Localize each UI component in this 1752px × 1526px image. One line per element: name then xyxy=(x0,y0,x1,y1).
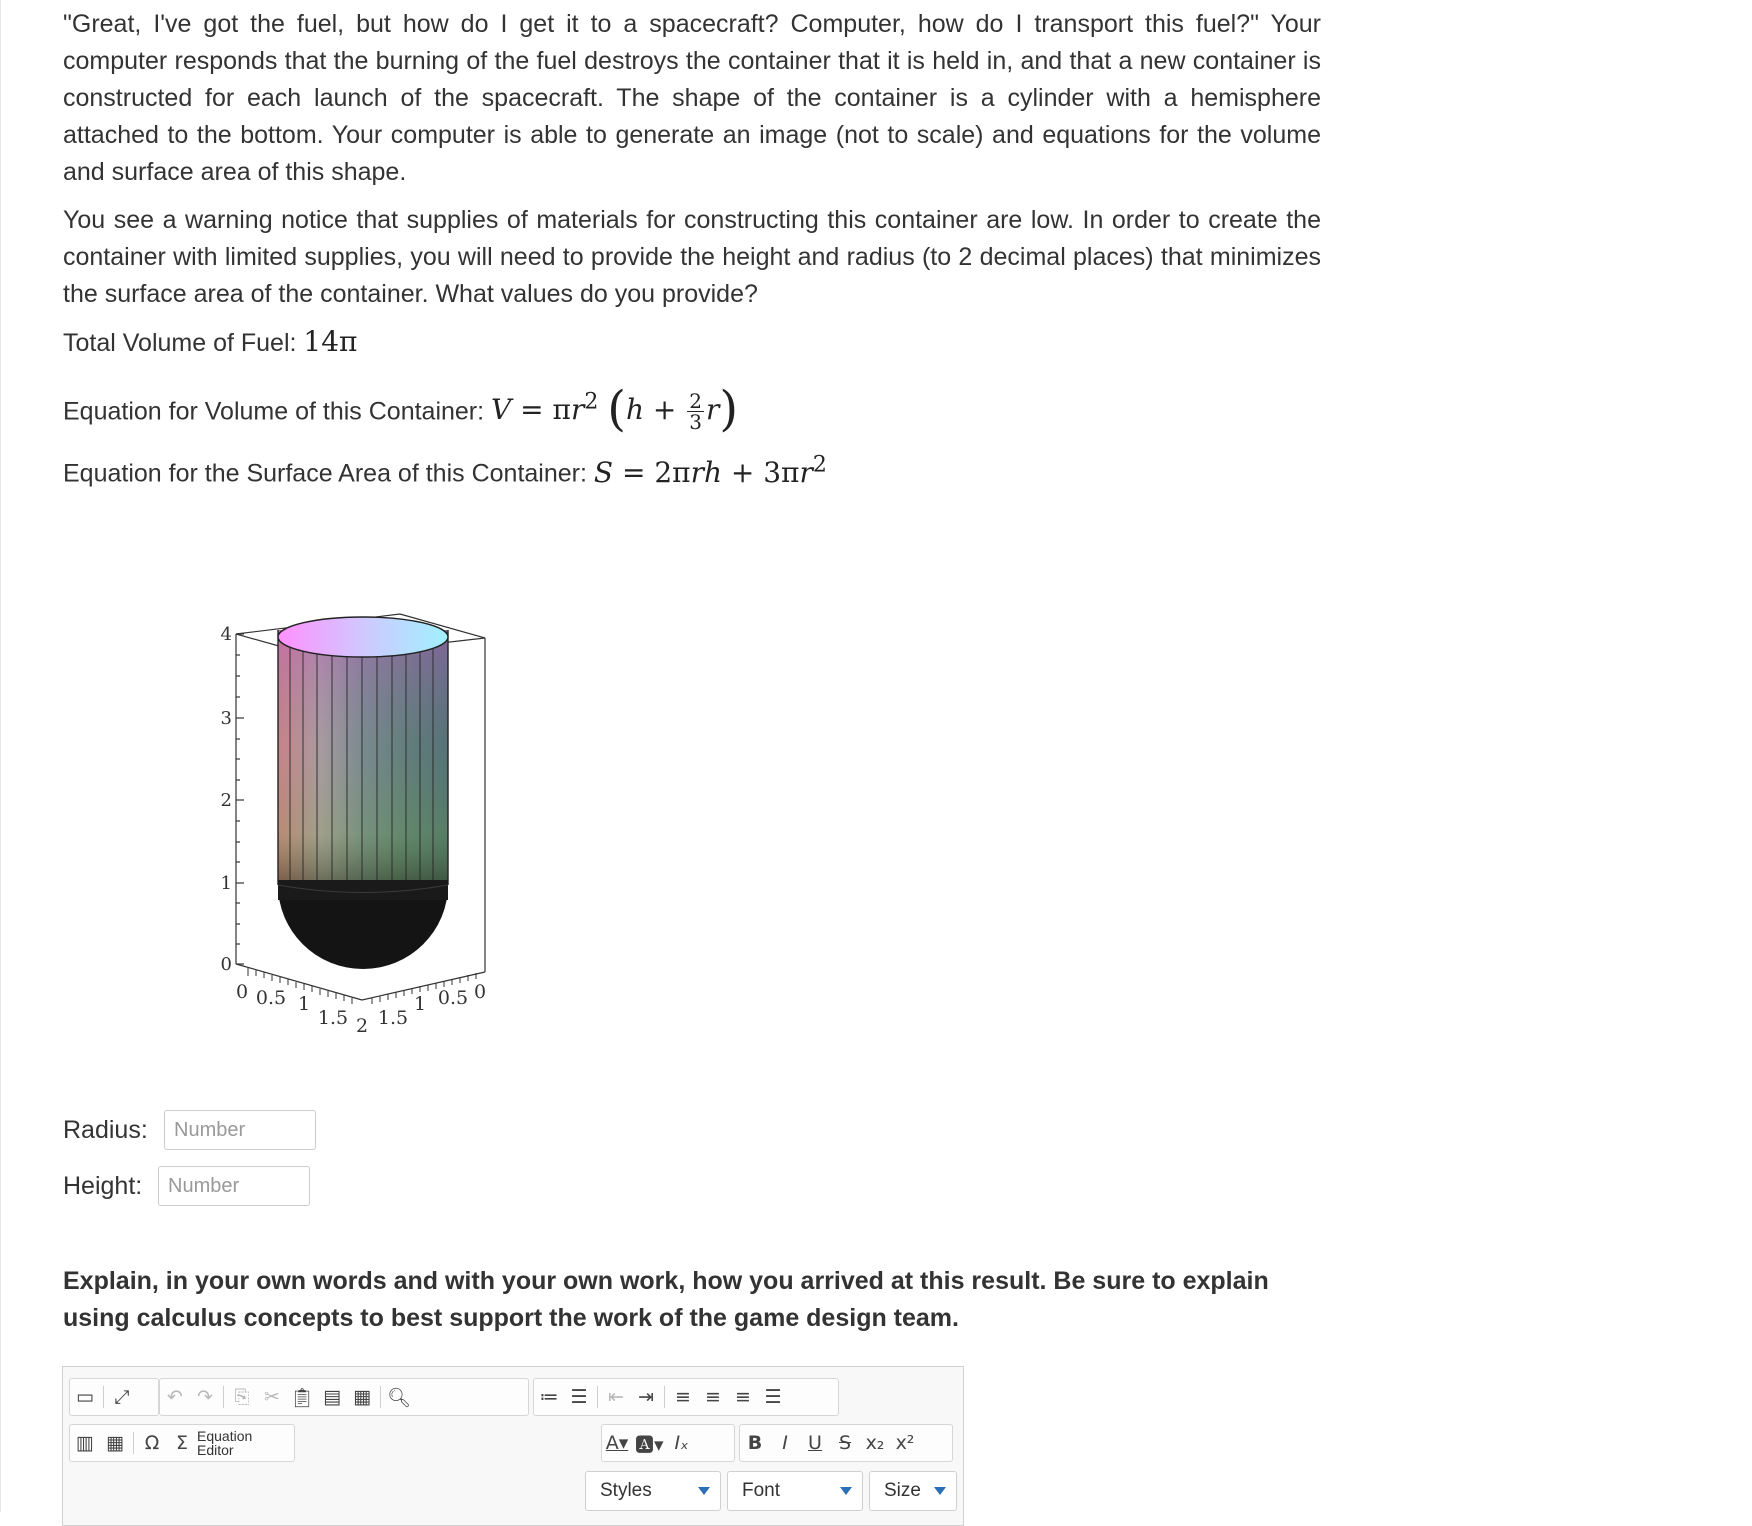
floor-ticks xyxy=(248,968,476,1004)
toolbar-group-clipboard xyxy=(159,1378,529,1416)
paste-icon[interactable]: 📋︎ xyxy=(290,1386,315,1409)
styles-dropdown-label: Styles xyxy=(600,1480,652,1501)
background-color-icon[interactable]: 🅰︎▾ xyxy=(635,1433,664,1456)
x-tick-label: 1 xyxy=(297,993,311,1015)
maximize-icon[interactable]: ⤢ xyxy=(114,1386,130,1408)
size-dropdown[interactable] xyxy=(869,1471,957,1511)
problem-content xyxy=(63,0,1321,493)
size-dropdown-label: Size xyxy=(884,1480,921,1501)
toolbar-group-colors xyxy=(601,1424,735,1462)
fuel-volume-label: Total Volume of Fuel: xyxy=(63,329,297,357)
toolbar-separator xyxy=(664,1386,665,1408)
chevron-down-icon xyxy=(934,1487,946,1495)
floor-tick-labels xyxy=(236,981,486,1037)
radius-input[interactable] xyxy=(164,1110,316,1150)
redo-icon[interactable]: ↷ xyxy=(197,1386,213,1408)
toolbar-separator xyxy=(380,1386,381,1408)
z-axis xyxy=(236,634,244,964)
z-tick-labels xyxy=(221,624,232,975)
y-tick-label: 0.5 xyxy=(437,987,469,1009)
cut-icon[interactable]: ✂ xyxy=(264,1386,280,1408)
rich-text-editor[interactable] xyxy=(62,1366,964,1526)
z-tick-label: 3 xyxy=(220,708,232,729)
align-right-icon[interactable]: ≡ xyxy=(735,1386,751,1408)
chevron-down-icon xyxy=(840,1487,852,1495)
align-left-icon[interactable]: ≡ xyxy=(675,1386,691,1408)
toolbar-separator xyxy=(103,1386,104,1408)
y-tick-label: 0 xyxy=(473,981,487,1003)
subscript-icon[interactable]: x₂ xyxy=(865,1432,885,1454)
source-icon[interactable]: ▭ xyxy=(76,1386,94,1408)
paste-text-icon[interactable]: ▤ xyxy=(323,1386,342,1408)
radius-label: Radius: xyxy=(63,1116,148,1144)
z-tick-label: 1 xyxy=(220,873,232,894)
undo-icon[interactable]: ↶ xyxy=(167,1386,183,1408)
table-icon[interactable]: ▦ xyxy=(106,1432,124,1454)
problem-paragraph-1: "Great, I've got the fuel, but how do I get it to a spacecraft? Computer, how do I transport this fuel?" Your computer responds that the burning of the fuel destroys the container that it is held in, and that a new container is constructed for each launch of the spacecraft. The shape of the container is a cylinder with a hemisphere attached to the bottom. Your computer is able to generate an image (not to scale) and equations for the volume and surface area of this shape. xyxy=(63,10,1321,186)
surface-equation-label: Equation for the Surface Area of this Container: xyxy=(63,459,587,488)
indent-icon[interactable]: ⇥ xyxy=(638,1386,654,1408)
x-tick-label: 1.5 xyxy=(317,1007,349,1029)
align-center-icon[interactable]: ≡ xyxy=(705,1386,721,1408)
equation-editor-button[interactable] xyxy=(197,1429,252,1457)
superscript-icon[interactable]: x² xyxy=(895,1432,915,1454)
find-icon[interactable]: 🔍︎ xyxy=(387,1386,412,1409)
toolbar-group-insert xyxy=(69,1424,295,1462)
text-color-icon[interactable]: A▾ xyxy=(605,1432,629,1454)
toolbar-group-view xyxy=(69,1378,159,1416)
paste-word-icon[interactable]: ▦ xyxy=(353,1386,372,1408)
z-tick-label: 0 xyxy=(220,954,232,975)
z-tick-label: 2 xyxy=(220,790,232,811)
numbered-list-icon[interactable]: ≔ xyxy=(539,1386,559,1408)
toolbar-separator xyxy=(223,1386,224,1408)
equation-editor-label-line1: Equation xyxy=(197,1428,253,1444)
volume-equation-label: Equation for Volume of this Container: xyxy=(63,397,485,426)
hemisphere-bottom xyxy=(278,880,448,969)
align-justify-icon[interactable]: ☰ xyxy=(764,1386,782,1408)
toolbar-separator xyxy=(597,1386,598,1408)
plot-bounding-box xyxy=(236,614,485,1000)
surface-equation: $S = 2\pi rh + 3\pi r^2$ xyxy=(593,452,827,489)
x-tick-label: 2 xyxy=(355,1015,369,1037)
outdent-icon[interactable]: ⇤ xyxy=(608,1386,624,1408)
cylinder-top xyxy=(278,617,448,657)
sigma-icon[interactable]: Σ xyxy=(175,1432,188,1454)
styles-dropdown[interactable] xyxy=(585,1471,721,1511)
chevron-down-icon xyxy=(698,1487,710,1495)
problem-paragraph-2: You see a warning notice that supplies of materials for constructing this container are low. In order to create the container with limited supplies, you will need to provide the height and radius (to 2 decimal places) that minimizes the surface area of the container. What values do you provide? xyxy=(63,206,1321,308)
bulleted-list-icon[interactable]: ☰ xyxy=(570,1386,588,1408)
copy-icon[interactable]: ⎘ xyxy=(234,1386,250,1408)
cylinder-body xyxy=(278,630,448,885)
underline-icon[interactable]: U xyxy=(808,1432,822,1454)
font-dropdown[interactable] xyxy=(727,1471,863,1511)
fuel-volume-value: 14π xyxy=(303,325,358,358)
font-dropdown-label: Font xyxy=(742,1480,781,1501)
toolbar-group-basic-styles xyxy=(739,1424,953,1462)
x-tick-label: 0.5 xyxy=(255,987,287,1009)
z-tick-label: 4 xyxy=(220,624,232,645)
strikethrough-icon[interactable]: S xyxy=(838,1432,852,1454)
page-left-border xyxy=(0,0,1,1512)
height-input[interactable] xyxy=(158,1166,310,1206)
italic-icon[interactable]: I xyxy=(782,1432,788,1454)
x-tick-label: 0 xyxy=(235,981,249,1003)
height-label: Height: xyxy=(63,1172,143,1200)
toolbar-separator xyxy=(133,1432,134,1454)
remove-format-icon[interactable]: Iₓ xyxy=(674,1432,689,1454)
bold-icon[interactable]: B xyxy=(747,1432,763,1454)
fuel-volume-line xyxy=(63,323,1321,362)
y-tick-label: 1 xyxy=(413,993,427,1015)
surface-equation-line xyxy=(63,446,1321,492)
special-char-icon[interactable]: Ω xyxy=(144,1432,160,1454)
y-tick-label: 1.5 xyxy=(377,1007,409,1029)
equation-editor-label-line2: Editor xyxy=(197,1442,234,1458)
explain-prompt: Explain, in your own words and with your own work, how you arrived at this result. Be sure to explain using calculus concepts to best support the work of the game design team. xyxy=(63,1267,1269,1332)
horizontal-rule-icon[interactable]: ▥ xyxy=(76,1432,94,1454)
toolbar-group-paragraph xyxy=(533,1378,839,1416)
volume-equation-line xyxy=(63,381,1321,438)
volume-equation: $V = \pi r^2$ (h + $\frac{2}{3}$ r) xyxy=(491,381,739,438)
